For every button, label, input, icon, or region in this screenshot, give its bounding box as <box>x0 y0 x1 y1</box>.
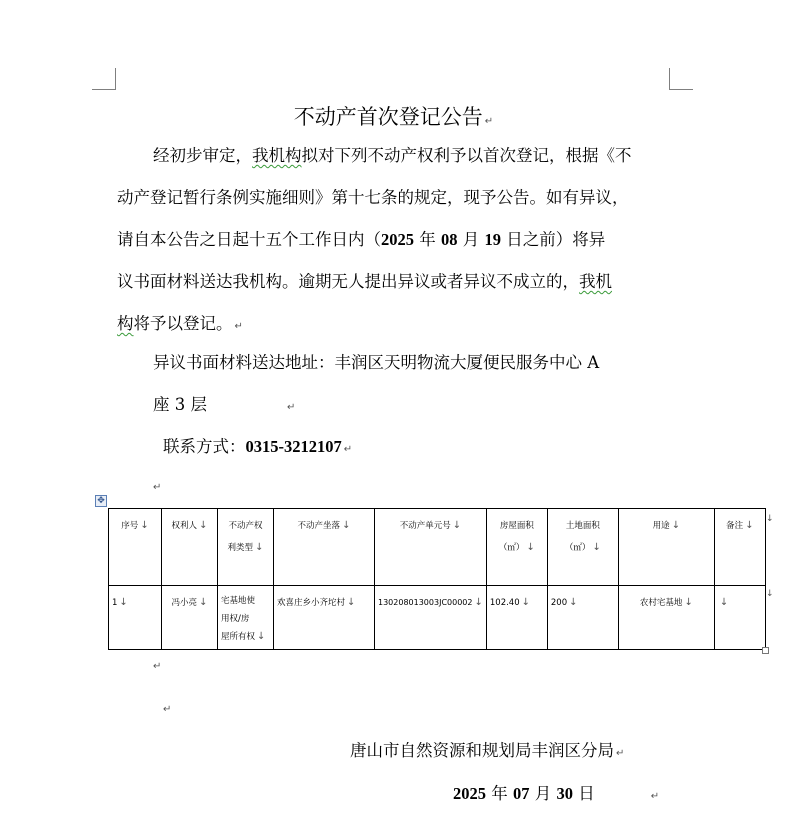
deadline-month: 08 <box>441 230 458 249</box>
notice-title <box>0 101 787 131</box>
header-cell-right-type[interactable]: 不动产权 利类型 ↓ <box>218 509 274 586</box>
paragraph-mark: ↵ <box>287 402 296 413</box>
cell-owner[interactable]: 冯小亮 ↓ <box>162 586 218 650</box>
paragraph-mark: ↵ <box>484 116 494 127</box>
cell-unit-no[interactable]: 130208013003JC00002 ↓ <box>375 586 487 650</box>
empty-paragraph-mark: ↵ <box>153 661 162 672</box>
row-end-mark: ↓ <box>766 589 774 599</box>
header-cell-land-area[interactable]: 土地面积 （㎡） ↓ <box>547 509 618 586</box>
crop-mark-top-right <box>669 68 693 90</box>
cell-right-type[interactable]: 宅基地使 用权/房 屋所有权 ↓ <box>218 586 274 650</box>
table-header-row <box>109 509 766 586</box>
spell-flag-text: 我机 <box>579 272 612 291</box>
issue-date: 2025 年 07 月 30 日 ↵ <box>453 784 660 803</box>
deadline-year: 2025 <box>381 230 414 249</box>
contact-phone: 0315-3212107 <box>245 437 342 456</box>
paragraph-mark: ↵ <box>343 444 353 455</box>
body-line-5: 构将予以登记。 ↵ <box>117 314 243 333</box>
body-line-2: 动产登记暂行条例实施细则》第十七条的规定，现予公告。如有异议， <box>117 188 629 207</box>
objection-address-line-2: 座 3 层 ↵ <box>153 395 296 414</box>
header-cell-index[interactable]: 序号 ↓ <box>109 509 162 586</box>
contact-line <box>163 426 352 471</box>
registration-table <box>108 508 766 650</box>
empty-paragraph-mark: ↵ <box>163 704 172 715</box>
issue-month: 07 <box>513 784 530 803</box>
header-cell-remark[interactable]: 备注 ↓ <box>714 509 765 586</box>
header-cell-owner[interactable]: 权利人 ↓ <box>162 509 218 586</box>
cell-house-area[interactable]: 102.40 ↓ <box>486 586 547 650</box>
body-line-1: 经初步审定，我机构拟对下列不动产权利予以首次登记，根据《不 <box>153 146 632 165</box>
spell-flag-text: 构 <box>117 314 134 333</box>
cell-index[interactable]: 1 ↓ <box>109 586 162 650</box>
issuing-organization: 唐山市自然资源和规划局丰润区分局 ↵ <box>350 741 625 760</box>
body-line-3: 请自本公告之日起十五个工作日内（2025 年 08 月 19 日之前）将异 <box>117 230 606 249</box>
deadline-day: 19 <box>484 230 501 249</box>
cell-land-area[interactable]: 200 ↓ <box>547 586 618 650</box>
spell-flag-text: 我机构 <box>252 146 302 165</box>
cell-usage[interactable]: 农村宅基地 ↓ <box>618 586 714 650</box>
row-end-mark: ↓ <box>766 514 774 524</box>
body-line-4: 议书面材料送达我机构。逾期无人提出异议或者异议不成立的，我机 <box>117 272 612 291</box>
notice-title-text: 不动产首次登记公告 <box>293 105 483 129</box>
table-resize-handle[interactable] <box>762 647 769 654</box>
header-cell-usage[interactable]: 用途 ↓ <box>618 509 714 586</box>
paragraph-mark: ↵ <box>234 321 243 332</box>
cell-location[interactable]: 欢喜庄乡小齐坨村 ↓ <box>274 586 375 650</box>
header-cell-unit-no[interactable]: 不动产单元号 ↓ <box>375 509 487 586</box>
objection-address-line-1: 异议书面材料送达地址：丰润区天明物流大厦便民服务中心 A <box>153 353 600 372</box>
empty-paragraph-mark: ↵ <box>153 482 162 493</box>
paragraph-mark: ↵ <box>650 791 660 802</box>
table-move-handle-icon[interactable]: ✥ <box>95 495 107 507</box>
issue-day: 30 <box>556 784 573 803</box>
issue-year: 2025 <box>453 784 486 803</box>
paragraph-mark: ↵ <box>616 748 625 759</box>
header-cell-location[interactable]: 不动产坐落 ↓ <box>274 509 375 586</box>
crop-mark-top-left <box>92 68 116 90</box>
contact-label: 联系方式： <box>163 437 246 456</box>
table-row <box>109 586 766 650</box>
cell-remark[interactable]: ↓ <box>714 586 765 650</box>
notice-body-paragraph <box>117 135 673 348</box>
header-cell-house-area[interactable]: 房屋面积 （㎡） ↓ <box>486 509 547 586</box>
